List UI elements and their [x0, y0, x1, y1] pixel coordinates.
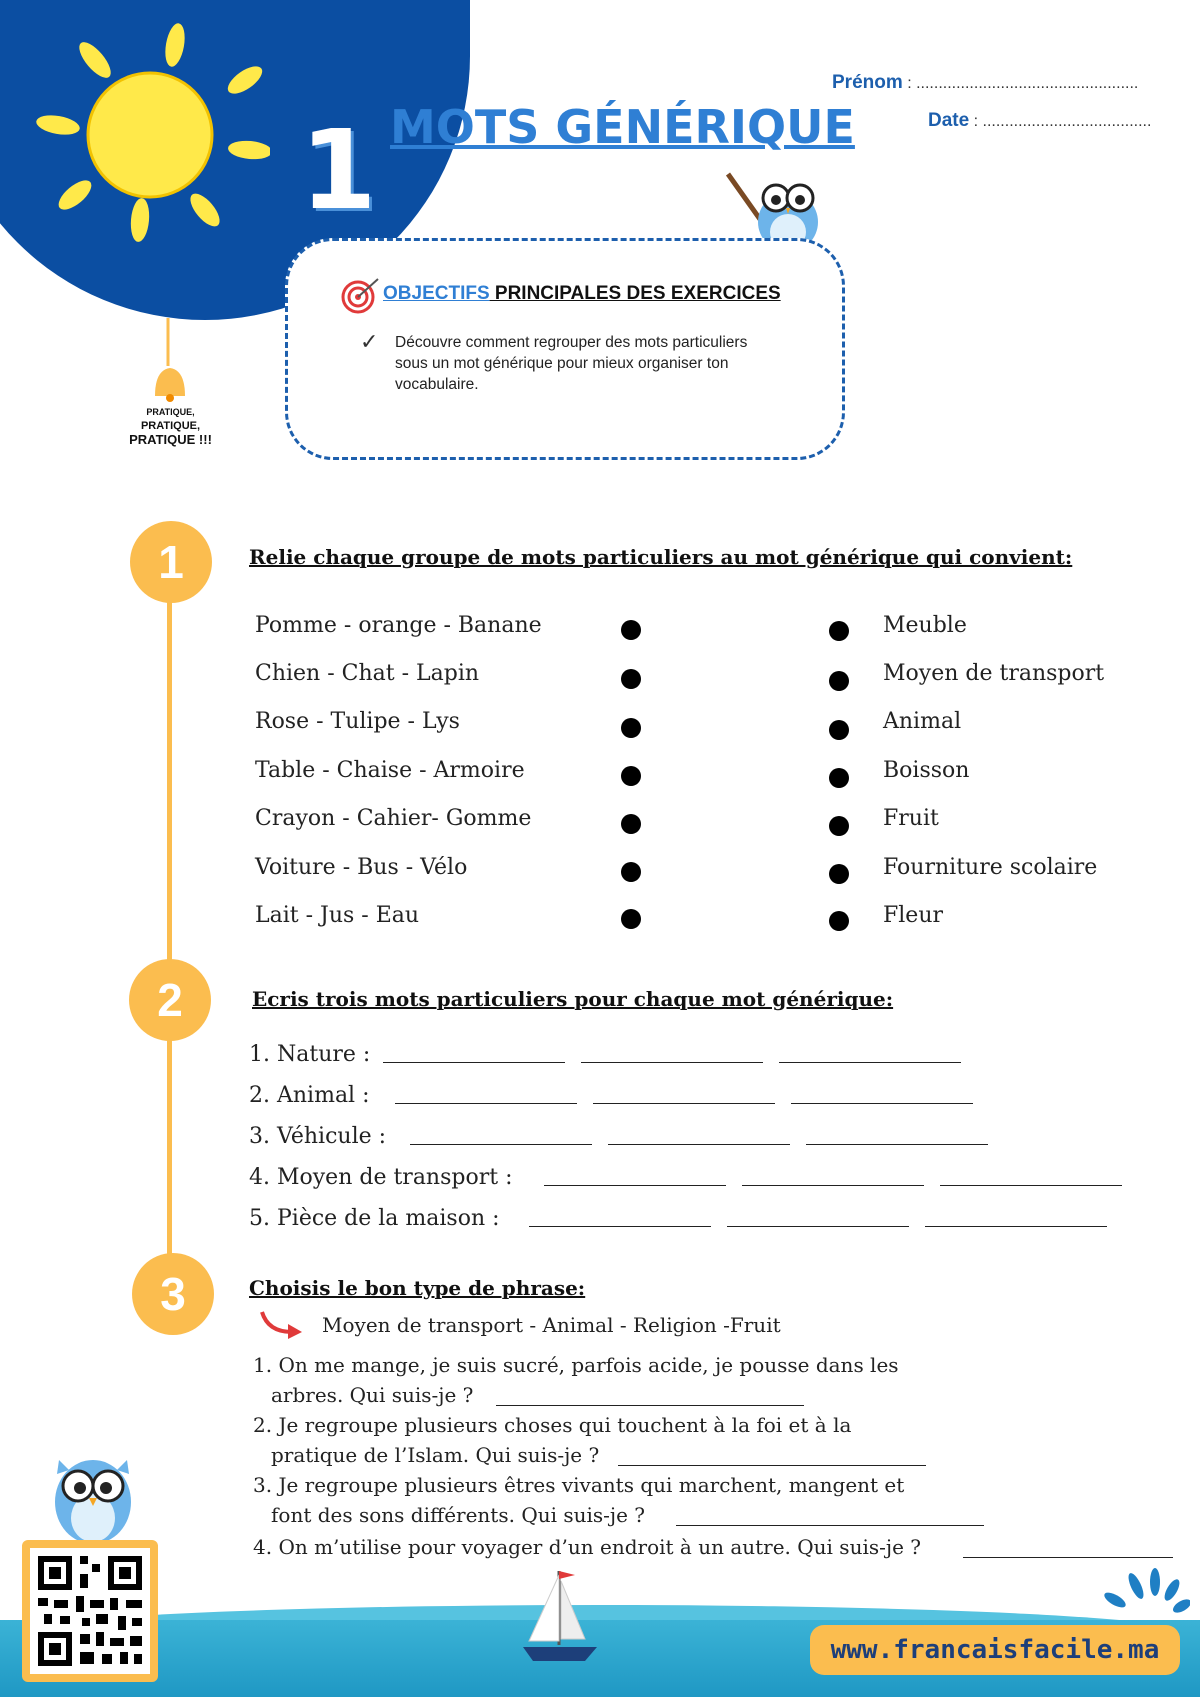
- left-item: Voiture - Bus - Vélo: [255, 855, 468, 880]
- step-3-badge: 3: [132, 1253, 214, 1335]
- answer-blank[interactable]: [544, 1185, 726, 1186]
- right-item: Fourniture scolaire: [883, 855, 1098, 880]
- right-dot[interactable]: [829, 671, 849, 691]
- right-dot[interactable]: [829, 816, 849, 836]
- answer-blank[interactable]: [779, 1062, 961, 1063]
- prenom-value: : ..................................................: [902, 75, 1139, 92]
- sun-icon: [30, 15, 270, 245]
- answer-blank[interactable]: [608, 1144, 790, 1145]
- left-item: Chien - Chat - Lapin: [255, 661, 480, 686]
- objectives-title-blue: OBJECTIFS: [383, 283, 490, 304]
- date-label: Date: [928, 110, 970, 131]
- question-3-line-1: 3. Je regroupe plusieurs êtres vivants qui marchent, mangent et: [253, 1473, 905, 1497]
- pratique-line-2: PRATIQUE,: [140, 420, 201, 432]
- date-field[interactable]: [928, 110, 1151, 132]
- left-dot[interactable]: [621, 909, 641, 929]
- right-item: Boisson: [883, 758, 970, 783]
- right-dot[interactable]: [829, 768, 849, 788]
- pratique-line-1: PRATIQUE,: [146, 407, 195, 417]
- left-item: Table - Chaise - Armoire: [255, 758, 525, 783]
- choices-list: Moyen de transport - Animal - Religion -Fruit: [322, 1313, 781, 1337]
- splash-icon: [1100, 1568, 1190, 1618]
- answer-blank[interactable]: [618, 1465, 926, 1466]
- answer-blank[interactable]: [742, 1185, 924, 1186]
- right-dot[interactable]: [829, 621, 849, 641]
- red-arrow-icon: [258, 1308, 306, 1340]
- answer-blank[interactable]: [395, 1103, 577, 1104]
- pratique-line-3: PRATIQUE !!!: [129, 432, 212, 447]
- exercise1-instruction: Relie chaque groupe de mots particuliers au mot générique qui convient:: [249, 545, 1073, 569]
- worksheet-number: 1: [300, 106, 377, 234]
- left-item: Crayon - Cahier- Gomme: [255, 806, 532, 831]
- answer-blank[interactable]: [593, 1103, 775, 1104]
- answer-blank[interactable]: [529, 1226, 711, 1227]
- left-dot[interactable]: [621, 862, 641, 882]
- right-dot[interactable]: [829, 911, 849, 931]
- list-item-label: 2. Animal :: [249, 1083, 370, 1108]
- right-dot[interactable]: [829, 864, 849, 884]
- right-item: Fleur: [883, 903, 944, 928]
- right-dot[interactable]: [829, 720, 849, 740]
- left-item: Pomme - orange - Banane: [255, 613, 542, 638]
- left-item: Rose - Tulipe - Lys: [255, 709, 460, 734]
- answer-blank[interactable]: [791, 1103, 973, 1104]
- question-3-line-2: font des sons différents. Qui suis-je ?: [271, 1503, 646, 1527]
- qr-code[interactable]: [30, 1548, 150, 1674]
- answer-blank[interactable]: [676, 1525, 984, 1526]
- exercise2-instruction: Ecris trois mots particuliers pour chaque mot générique:: [252, 987, 894, 1011]
- answer-blank[interactable]: [383, 1062, 565, 1063]
- left-dot[interactable]: [621, 718, 641, 738]
- timeline-line: [167, 560, 172, 1280]
- right-item: Animal: [883, 709, 962, 734]
- answer-blank[interactable]: [496, 1405, 804, 1406]
- objectives-title-black: PRINCIPALES DES EXERCICES: [489, 283, 781, 304]
- question-4: 4. On m’utilise pour voyager d’un endroit à un autre. Qui suis-je ?: [253, 1535, 921, 1559]
- question-2-line-1: 2. Je regroupe plusieurs choses qui touchent à la foi et à la: [253, 1413, 852, 1437]
- left-item: Lait - Jus - Eau: [255, 903, 420, 928]
- pratique-note: [118, 405, 223, 447]
- right-item: Fruit: [883, 806, 939, 831]
- sailboat-icon: [515, 1565, 605, 1665]
- bell-icon: [145, 318, 195, 406]
- page-title: MOTS GÉNÉRIQUE: [390, 100, 855, 154]
- date-value: : ......................................: [969, 113, 1152, 130]
- exercise3-instruction: Choisis le bon type de phrase:: [249, 1276, 586, 1300]
- right-item: Meuble: [883, 613, 967, 638]
- answer-blank[interactable]: [727, 1226, 909, 1227]
- list-item-label: 1. Nature :: [249, 1042, 371, 1067]
- left-dot[interactable]: [621, 814, 641, 834]
- owl-icon: [45, 1440, 140, 1550]
- answer-blank[interactable]: [410, 1144, 592, 1145]
- left-dot[interactable]: [621, 766, 641, 786]
- answer-blank[interactable]: [581, 1062, 763, 1063]
- list-item-label: 4. Moyen de transport :: [249, 1165, 513, 1190]
- answer-blank[interactable]: [806, 1144, 988, 1145]
- answer-blank[interactable]: [963, 1557, 1173, 1558]
- answer-blank[interactable]: [925, 1226, 1107, 1227]
- left-dot[interactable]: [621, 669, 641, 689]
- answer-blank[interactable]: [940, 1185, 1122, 1186]
- objectives-title: [383, 283, 781, 305]
- list-item-label: 5. Pièce de la maison :: [249, 1206, 500, 1231]
- question-1-line-1: 1. On me mange, je suis sucré, parfois acide, je pousse dans les: [253, 1353, 899, 1377]
- question-2-line-2: pratique de l’Islam. Qui suis-je ?: [271, 1443, 600, 1467]
- objectives-text: Découvre comment regrouper des mots particuliers sous un mot générique pour mieux organiser ton vocabulaire.: [395, 334, 748, 393]
- qr-code-icon: [30, 1548, 150, 1674]
- step-2-badge: 2: [129, 959, 211, 1041]
- right-item: Moyen de transport: [883, 661, 1105, 686]
- list-item-label: 3. Véhicule :: [249, 1124, 387, 1149]
- check-icon: ✓: [360, 330, 379, 355]
- step-1-badge: 1: [130, 521, 212, 603]
- left-dot[interactable]: [621, 620, 641, 640]
- prenom-field[interactable]: [832, 72, 1138, 94]
- website-link[interactable]: www.francaisfacile.ma: [810, 1625, 1180, 1675]
- target-icon: [340, 275, 382, 317]
- prenom-label: Prénom: [832, 72, 903, 93]
- question-1-line-2: arbres. Qui suis-je ?: [271, 1383, 474, 1407]
